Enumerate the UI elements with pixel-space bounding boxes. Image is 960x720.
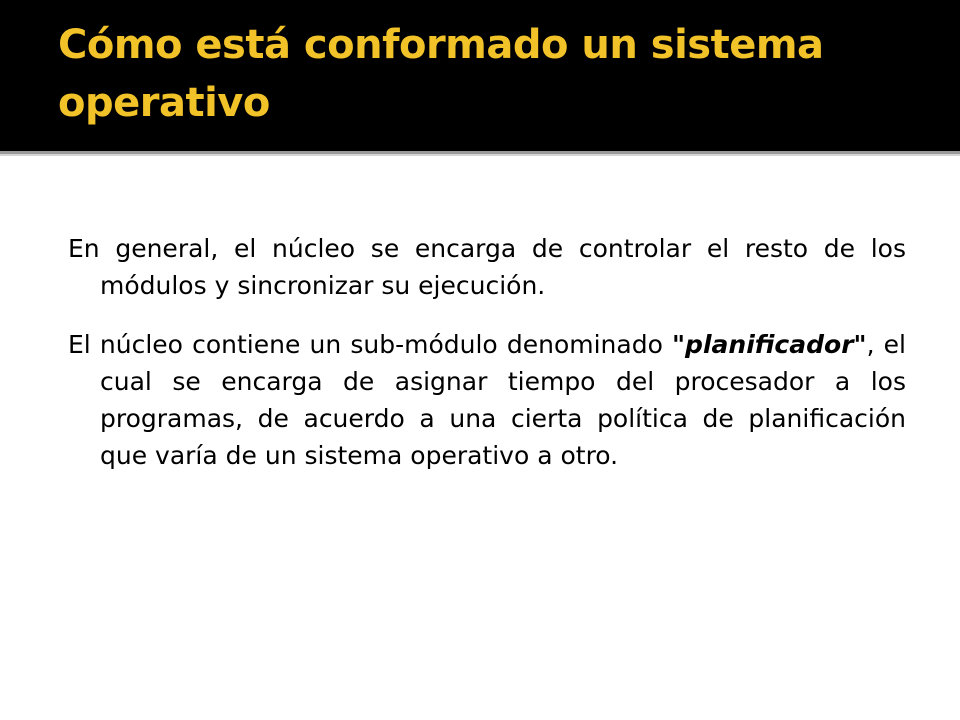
slide-title: Cómo está conformado un sistema operativo — [58, 22, 824, 126]
paragraph-planificador — [68, 326, 906, 474]
paragraph-planificador-intro: El núcleo contiene un sub-módulo denominado — [68, 330, 673, 359]
slide-body — [68, 230, 906, 496]
paragraph-planificador-rest: , el cual se encarga de asignar tiempo del procesador a los programas, de acuerdo a una cierta política de planificación que varía de un sistema operativo a otro. — [100, 330, 906, 470]
title-divider-light — [0, 154, 960, 156]
paragraph-nucleo-general: En general, el núcleo se encarga de controlar el resto de los módulos y sincronizar su ejecución. — [68, 234, 906, 300]
planificador-term: "planificador" — [672, 330, 867, 359]
